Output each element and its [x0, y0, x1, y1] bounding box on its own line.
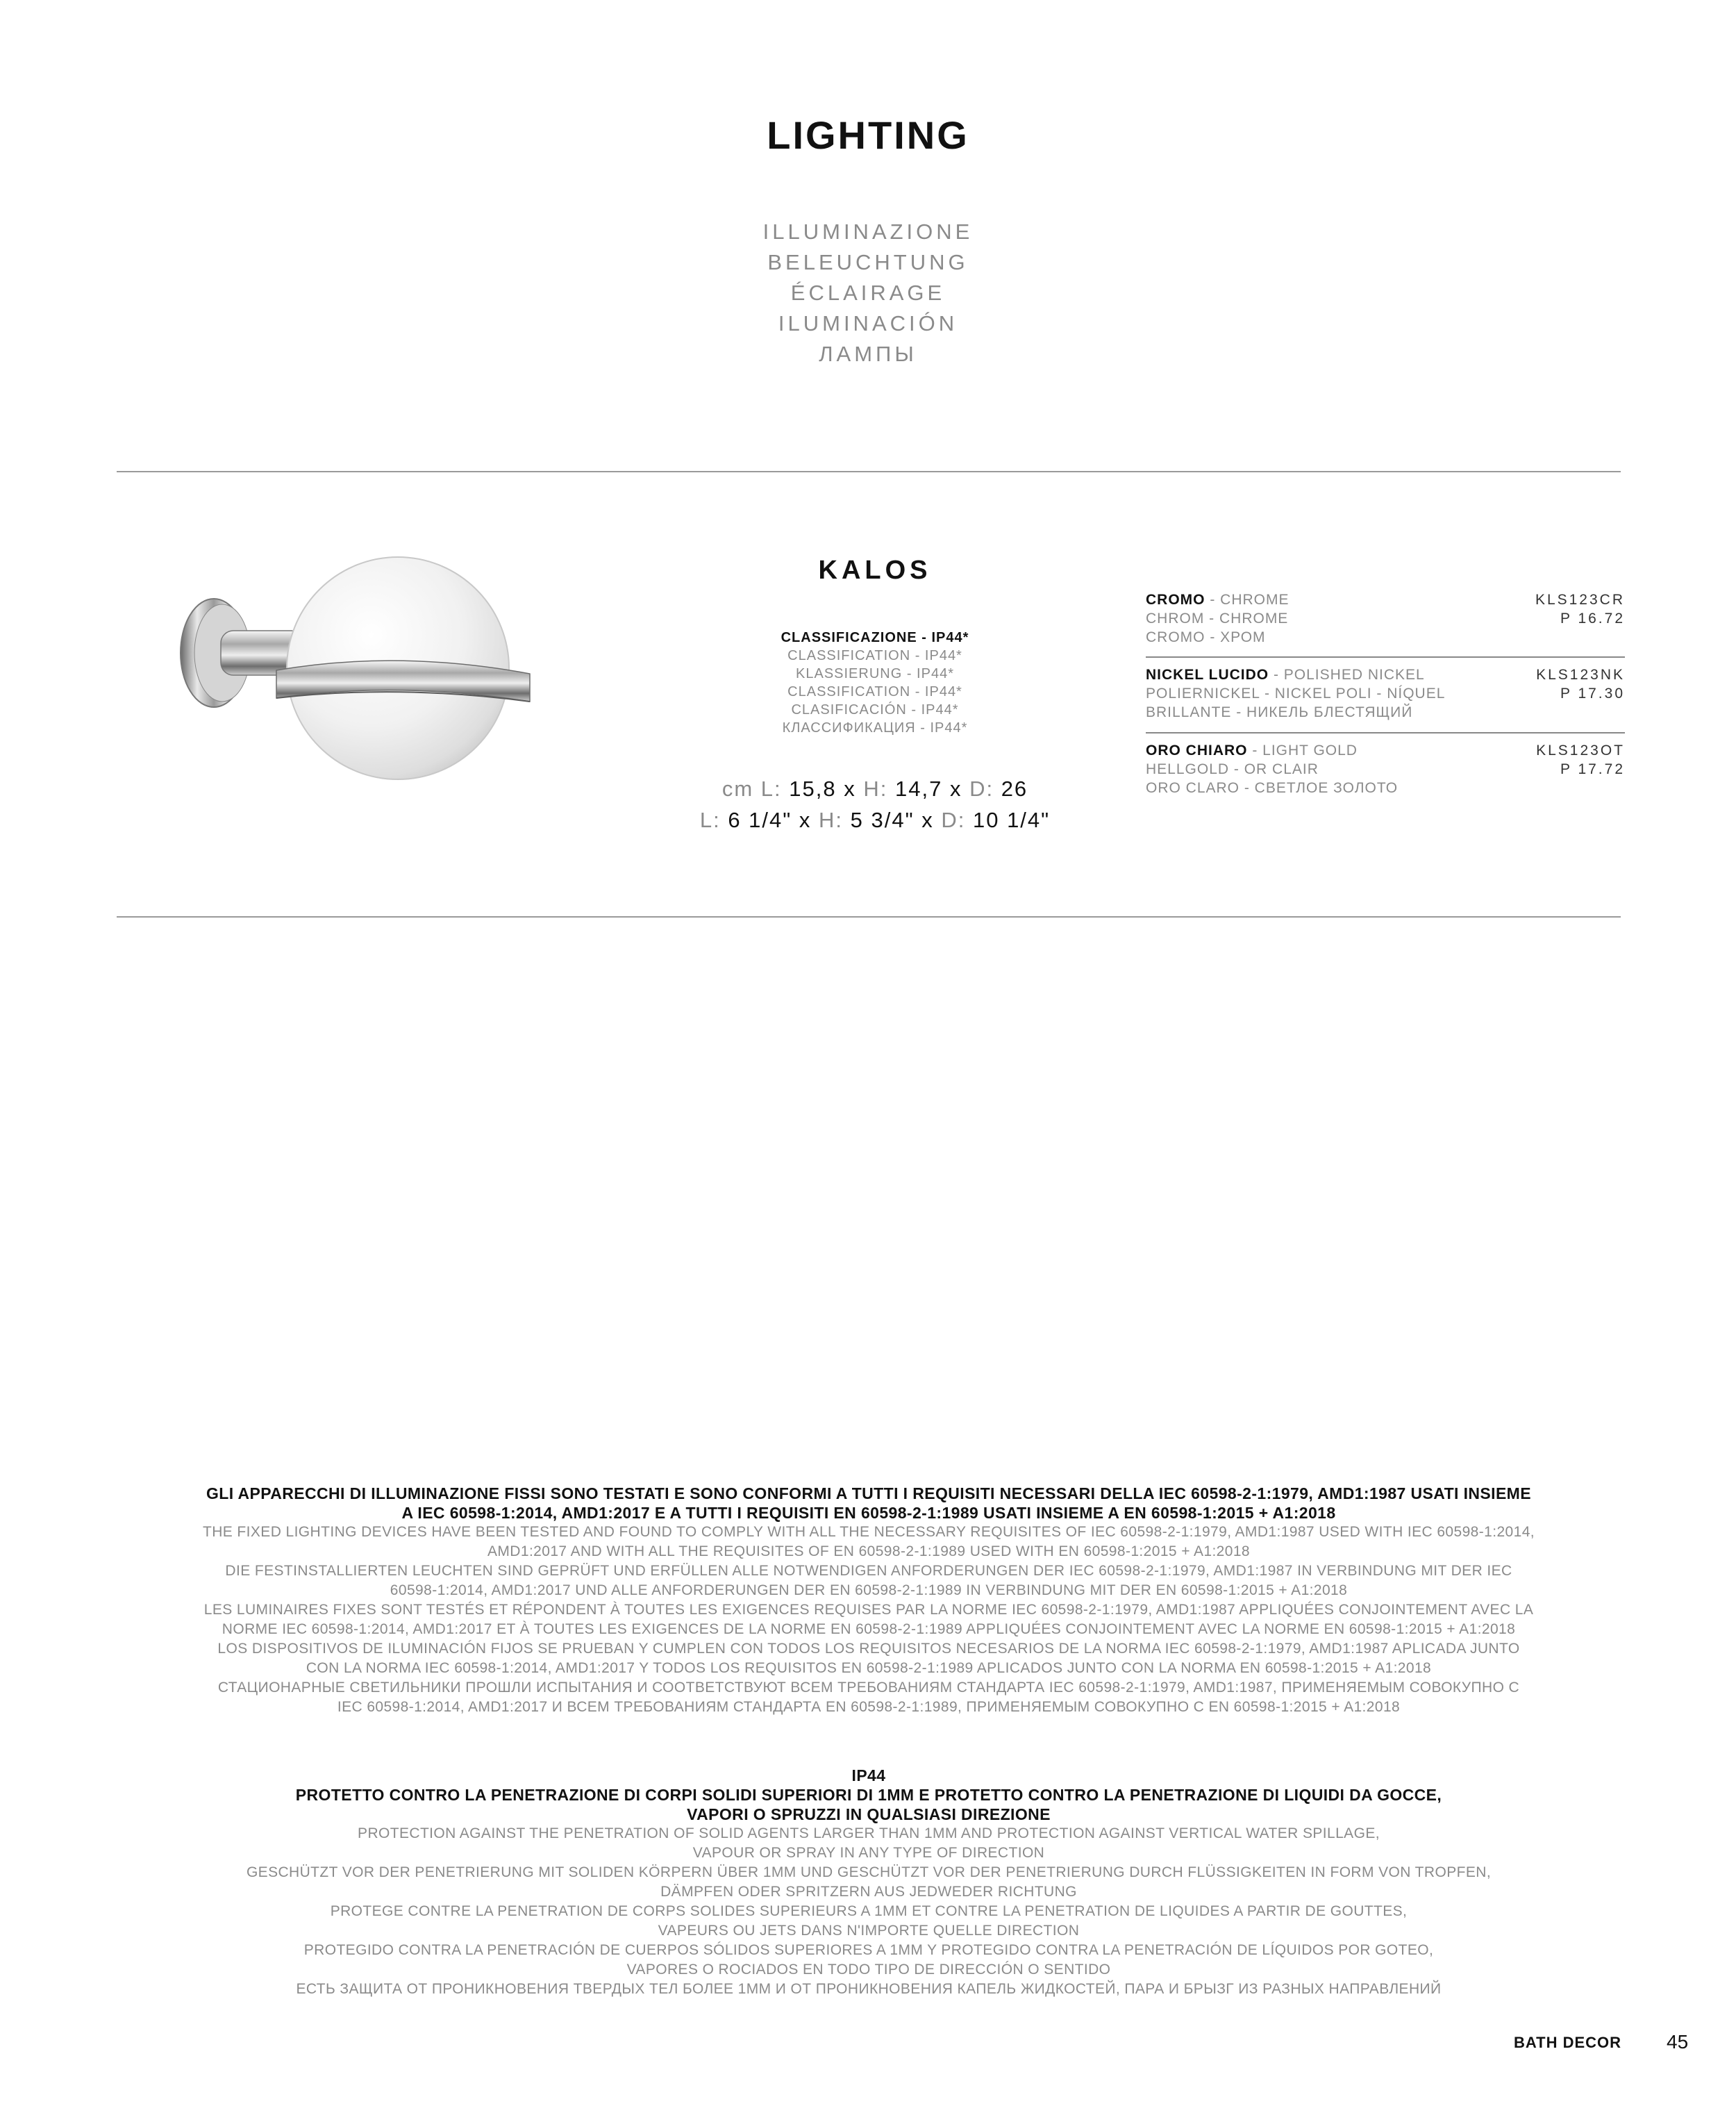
page-number: 45	[1667, 2031, 1689, 2053]
price: P 16.72	[1560, 611, 1625, 627]
product-code: KLS123NK	[1536, 667, 1625, 683]
dimensions-cm: cm L: 15,8 x H: 14,7 x D: 26	[721, 777, 1028, 801]
classification-de: KLASSIERUNG - IP44*	[796, 666, 954, 681]
product-name: KALOS	[818, 556, 932, 585]
page-title: LIGHTING	[767, 113, 969, 157]
finish-divider	[1146, 732, 1625, 733]
translation-ru: ЛАМПЫ	[819, 342, 917, 366]
title-translations	[0, 217, 1736, 370]
classification-list	[694, 629, 1055, 737]
kalos-lamp-image	[165, 549, 540, 813]
footer-section-label: BATH DECOR	[1514, 2034, 1622, 2051]
classification-es: CLASIFICACIÓN - IP44*	[791, 702, 959, 718]
top-divider	[117, 471, 1621, 472]
translation-es: ILUMINACIÓN	[778, 311, 958, 335]
translation-it: ILLUMINAZIONE	[762, 219, 974, 244]
compliance-notes: GLI APPARECCHI DI ILLUMINAZIONE FISSI SONO TESTATI E SONO CONFORMI A TUTTI I REQUISITI NECESSARI DELLA IEC 60598-2-1:1979, AMD1:1987 USATI INSIEME A IEC 60598-1:2014, AMD1:2017 E A TUTTI I REQUISITI EN 60598-2-1:1989 USATI INSIEME A EN 60598-1:2015 + A1:2018 THE FIXED LIGHTING DEVICES HAVE BEEN TESTED AND FOUND TO COMPLY WITH ALL THE NECESSARY REQUISITES OF IEC 60598-2-1:1979, AMD1:1987 USED WITH IEC 60598-1:2014, AMD1:2017 AND WITH ALL THE REQUISITES OF EN 60598-2-1:1989 USED WITH EN 60598-1:2015 + A1:2018 DIE FESTINSTALLIERTEN LEUCHTEN SIND GEPRÜFT UND ERFÜLLEN ALLE NOTWENDIGEN ANFORDERUNGEN DER IEC 60598-2-1:1979, AMD1:1987 IN VERBINDUNG MIT DER IEC 60598-1:2014, AMD1:2017 UND ALLE ANFORDERUNGEN DER EN 60598-2-1:1989 IN VERBINDUNG MIT DER EN 60598-1:2015 + A1:2018 LES LUMINAIRES FIXES SONT TESTÉS ET RÉPONDENT À TOUTES LES EXIGENCES REQUISES PAR LA NORME IEC 60598-2-1:1979, AMD1:1987 APPLIQUÉES CONJOINTEMENT AVEC LA NORME IEC 60598-1:2014, AMD1:2017 ET À TOUTES LES EXIGENCES DE LA NORME EN 60598-2-1:1989 APPLIQUÉES CONJOINTEMENT AVEC LA NORME EN 60598-1:2015 + A1:2018 LOS DISPOSITIVOS DE ILUMINACIÓN FIJOS SE PRUEBAN Y CUMPLEN CON TODOS LOS REQUISITOS NECESARIOS DE LA NORMA IEC 60598-2-1:1979, AMD1:1987 APLICADA JUNTO CON LA NORMA IEC 60598-1:2014, AMD1:2017 Y TODOS LOS REQUISITOS EN 60598-2-1:1989 APLICADOS JUNTO CON LA NORMA EN 60598-1:2015 + A1:2018 СТАЦИОНАРНЫЕ СВЕТИЛЬНИКИ ПРОШЛИ ИСПЫТАНИЯ И СООТВЕТСТВУЮТ ВСЕМ ТРЕБОВАНИЯМ СТАНДАРТА IEC 60598-2-1:1979, AMD1:1987, ПРИМЕНЯЕМЫМ СОВОКУПНО С IEC 60598-1:2014, AMD1:2017 И ВСЕМ ТРЕБОВАНИЯМ СТАНДАРТА EN 60598-2-1:1989, ПРИМЕНЯЕМЫМ СОВОКУПНО С EN 60598-1:2015 + A1:2018	[202, 1484, 1535, 1715]
finish-divider	[1146, 656, 1625, 658]
product-code: KLS123OT	[1536, 743, 1625, 759]
classification-it: CLASSIFICAZIONE - IP44*	[781, 630, 969, 645]
finish-polished-nickel: NICKEL LUCIDO - POLISHED NICKEL POLIERNICKEL - NICKEL POLI - NÍQUEL BRILLANTE - НИКЕЛЬ БЛЕСТЯЩИЙ KLS123NK P 17.30	[1146, 667, 1625, 720]
translation-de: BELEUCHTUNG	[767, 250, 969, 274]
bottom-divider	[117, 916, 1621, 918]
price: P 17.30	[1560, 686, 1625, 702]
dimensions-inch: L: 6 1/4" x H: 5 3/4" x D: 10 1/4"	[699, 808, 1051, 832]
classification-fr: CLASSIFICATION - IP44*	[787, 684, 962, 699]
product-code: KLS123CR	[1535, 592, 1625, 608]
classification-ru: КЛАССИФИКАЦИЯ - IP44*	[782, 720, 968, 736]
finish-chrome: CROMO - CHROME CHROM - CHROME CROMO - ХРОМ KLS123CR P 16.72	[1146, 592, 1625, 645]
finish-light-gold: ORO CHIARO - LIGHT GOLD HELLGOLD - OR CLAIR ORO CLARO - СВЕТЛОЕ ЗОЛОТО KLS123OT P 17.72	[1146, 743, 1625, 796]
price: P 17.72	[1560, 761, 1625, 777]
classification-en: CLASSIFICATION - IP44*	[787, 648, 962, 663]
ip44-notes: IP44 PROTETTO CONTRO LA PENETRAZIONE DI CORPI SOLIDI SUPERIORI DI 1MM E PROTETTO CONTRO LA PENETRAZIONE DI LIQUIDI DA GOCCE, VAPORI O SPRUZZI IN QUALSIASI DIREZIONE PROTECTION AGAINST THE PENETRATION OF SOLID AGENTS LARGER THAN 1MM AND PROTECTION AGAINST VERTICAL WATER SPILLAGE, VAPOUR OR SPRAY IN ANY TYPE OF DIRECTION GESCHÜTZT VOR DER PENETRIERUNG MIT SOLIDEN KÖRPERN ÜBER 1MM UND GESCHÜTZT VOR DER PENETRIERUNG DURCH FLÜSSIGKEITEN IN FORM VON TROPFEN, DÄMPFEN ODER SPRITZERN AUS JEDWEDER RICHTUNG PROTEGE CONTRE LA PENETRATION DE CORPS SOLIDES SUPERIEURS A 1MM ET CONTRE LA PENETRATION DE LIQUIDES A PARTIR DE GOUTTES, VAPEURS OU JETS DANS N'IMPORTE QUELLE DIRECTION PROTEGIDO CONTRA LA PENETRACIÓN DE CUERPOS SÓLIDOS SUPERIORES A 1MM Y PROTEGIDO CONTRA LA PENETRACIÓN DE LÍQUIDOS POR GOTEO, VAPORES O ROCIADOS EN TODO TIPO DE DIRECCIÓN O SENTIDO ЕСТЬ ЗАЩИТА ОТ ПРОНИКНОВЕНИЯ ТВЕРДЫХ ТЕЛ БОЛЕЕ 1ММ И ОТ ПРОНИКНОВЕНИЯ КАПЕЛЬ ЖИДКОСТЕЙ, ПАРА И БРЫЗГ ИЗ РАЗНЫХ НАПРАВЛЕНИЙ	[246, 1766, 1492, 1997]
translation-fr: ÉCLAIRAGE	[790, 281, 946, 305]
